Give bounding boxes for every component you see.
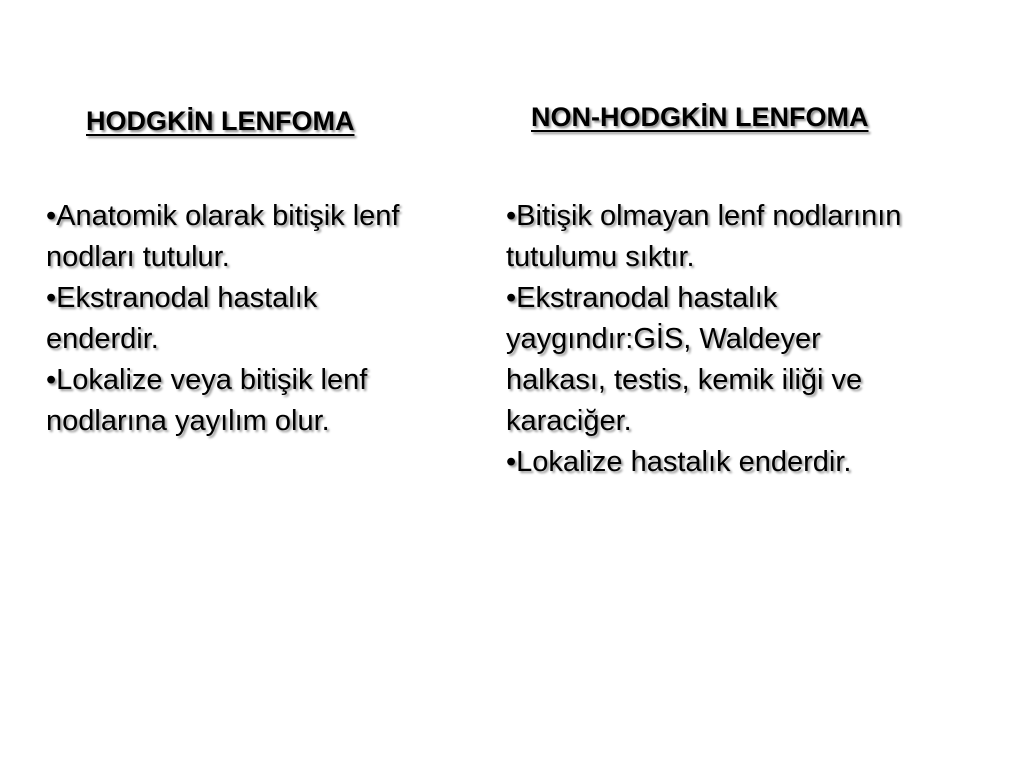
- bullet-line: •Lokalize veya bitişik lenf: [46, 364, 368, 396]
- bullet-line: karaciğer.: [506, 405, 632, 437]
- bullet-line: •Ekstranodal hastalık: [506, 282, 778, 314]
- bullet-line: •Ekstranodal hastalık: [46, 282, 318, 314]
- non-hodgkin-bullet-list: [506, 196, 986, 483]
- bullet-line: •Bitişik olmayan lenf nodlarının: [506, 200, 902, 232]
- bullet-item: [46, 278, 476, 360]
- bullet-line: tutulumu sıktır.: [506, 241, 695, 273]
- non-hodgkin-title: NON-HODGKİN LENFOMA: [531, 102, 869, 132]
- bullet-line: enderdir.: [46, 323, 159, 355]
- bullet-item: [46, 196, 476, 278]
- bullet-line: yaygındır:GİS, Waldeyer: [506, 323, 821, 355]
- hodgkin-bullet-list: [46, 196, 476, 442]
- bullet-line: nodları tutulur.: [46, 241, 230, 273]
- bullet-item: [506, 442, 986, 483]
- bullet-item: [506, 196, 986, 278]
- bullet-line: •Lokalize hastalık enderdir.: [506, 446, 852, 478]
- bullet-line: •Anatomik olarak bitişik lenf: [46, 200, 400, 232]
- bullet-item: [506, 278, 986, 442]
- bullet-line: halkası, testis, kemik iliği ve: [506, 364, 863, 396]
- bullet-item: [46, 360, 476, 442]
- bullet-line: nodlarına yayılım olur.: [46, 405, 330, 437]
- hodgkin-title: HODGKİN LENFOMA: [86, 106, 355, 136]
